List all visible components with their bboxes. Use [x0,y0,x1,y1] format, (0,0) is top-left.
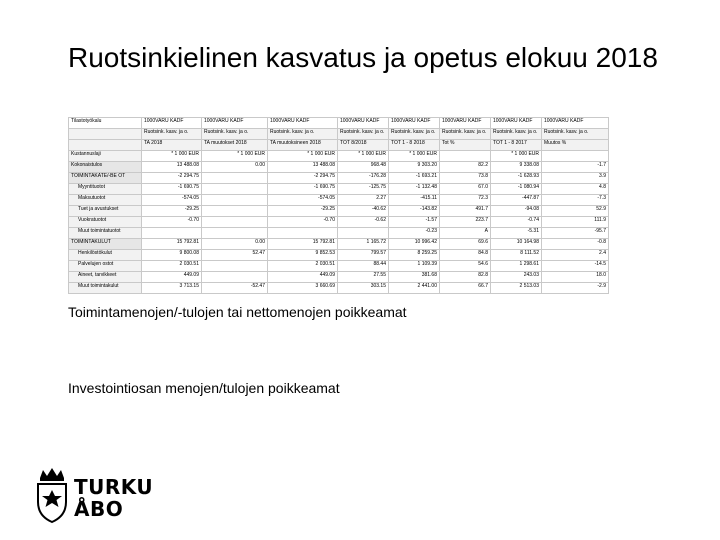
table-row [69,250,609,261]
value-cell: 13 488.08 [142,162,202,173]
value-cell [202,272,268,283]
value-cell: -94.08 [491,206,542,217]
value-cell: 1 298.61 [491,261,542,272]
table-row [69,261,609,272]
value-cell: -0.62 [338,217,389,228]
value-cell: 73.8 [440,173,491,184]
value-cell: 18.0 [542,272,609,283]
value-cell: 72.3 [440,195,491,206]
value-cell: -14.5 [542,261,609,272]
row-label: Muut toimintakulut [69,283,142,294]
value-cell: 1 165.72 [338,239,389,250]
logo-text-abo: ÅBO [74,497,124,521]
value-cell: 1 109.39 [389,261,440,272]
value-cell: 82.2 [440,162,491,173]
value-cell: 27.55 [338,272,389,283]
value-cell: -574.05 [268,195,338,206]
value-cell: 0.00 [202,239,268,250]
column-header: 1000VARU KADF [491,118,542,129]
value-cell: 88.44 [338,261,389,272]
value-cell [202,206,268,217]
value-cell: 2 441.00 [389,283,440,294]
column-header: 1000VARU KADF [440,118,491,129]
header-row [69,140,609,151]
value-cell: -95.7 [542,228,609,239]
unit-cell: * 1 000 EUR [338,151,389,162]
value-cell: 2 513.03 [491,283,542,294]
column-header: Ruotsink. kasv. ja o. [491,129,542,140]
column-header: TA muutoksineen 2018 [268,140,338,151]
unit-cell: * 1 000 EUR [142,151,202,162]
value-cell: 2.4 [542,250,609,261]
value-cell: -1 690.75 [142,184,202,195]
value-cell [268,228,338,239]
value-cell: -40.62 [338,206,389,217]
value-cell [202,173,268,184]
value-cell: -143.82 [389,206,440,217]
row-label: Maksutuotot [69,195,142,206]
subtitle-operating-deviations: Toimintamenojen/-tulojen tai nettomenojen poikkeamat [68,304,407,320]
column-header: 1000VARU KADF [338,118,389,129]
column-header: TA muutokset 2018 [202,140,268,151]
column-header: Ruotsink. kasv. ja o. [268,129,338,140]
column-header: TA 2018 [142,140,202,151]
value-cell: -2.9 [542,283,609,294]
value-cell: -0.8 [542,239,609,250]
corner-blank [69,140,142,151]
unit-label: Kustannuslaji [69,151,142,162]
value-cell: 67.0 [440,184,491,195]
value-cell: 491.7 [440,206,491,217]
table-row [69,283,609,294]
budget-table-container [68,117,608,294]
row-label: Myyntituotot [69,184,142,195]
corner-blank [69,129,142,140]
value-cell: -5.31 [491,228,542,239]
row-label: Muut toimintatuotot [69,228,142,239]
column-header: TOT 8/2018 [338,140,389,151]
subtitle-investment-deviations: Investointiosan menojen/tulojen poikkeamat [68,380,340,396]
column-header: Tot % [440,140,491,151]
value-cell: 10 996.42 [389,239,440,250]
value-cell: -415.11 [389,195,440,206]
value-cell: -0.70 [268,217,338,228]
value-cell: 4.8 [542,184,609,195]
logo-text-turku: TURKU [74,475,154,499]
turku-abo-logo [34,466,164,526]
row-label: TOIMINTAKATE/-BE OT [69,173,142,184]
value-cell: 0.00 [202,162,268,173]
value-cell: -1.7 [542,162,609,173]
value-cell: 54.6 [440,261,491,272]
value-cell: -1.57 [389,217,440,228]
value-cell: -0.23 [389,228,440,239]
value-cell: 223.7 [440,217,491,228]
value-cell [202,261,268,272]
value-cell: 2 030.51 [268,261,338,272]
value-cell: -1 080.94 [491,184,542,195]
column-header: Ruotsink. kasv. ja o. [202,129,268,140]
column-header: TOT 1 - 8 2018 [389,140,440,151]
value-cell: -29.25 [142,206,202,217]
value-cell: -2 294.75 [268,173,338,184]
row-label: TOIMINTAKULUT [69,239,142,250]
value-cell: A [440,228,491,239]
value-cell: -2 294.75 [142,173,202,184]
row-label: Palvelujen ostot [69,261,142,272]
value-cell: 381.68 [389,272,440,283]
unit-cell: * 1 000 EUR [268,151,338,162]
table-row [69,162,609,173]
header-row [69,118,609,129]
row-label: Tuet ja avustukset [69,206,142,217]
value-cell: 10 164.98 [491,239,542,250]
column-header: Ruotsink. kasv. ja o. [440,129,491,140]
table-row [69,239,609,250]
row-label: Kokonaistulos [69,162,142,173]
value-cell: 111.9 [542,217,609,228]
corner-label: Tilastotyökalu [69,118,142,129]
table-row [69,195,609,206]
column-header: 1000VARU KADF [202,118,268,129]
value-cell: 8 259.25 [389,250,440,261]
value-cell: -125.75 [338,184,389,195]
column-header: Ruotsink. kasv. ja o. [338,129,389,140]
table-row [69,173,609,184]
value-cell: 69.6 [440,239,491,250]
unit-row [69,151,609,162]
unit-cell [440,151,491,162]
column-header: 1000VARU KADF [389,118,440,129]
value-cell: 52.47 [202,250,268,261]
value-cell: 9 303.20 [389,162,440,173]
column-header: Ruotsink. kasv. ja o. [142,129,202,140]
value-cell: 449.09 [142,272,202,283]
value-cell [142,228,202,239]
budget-table [68,117,609,294]
row-label: Aineet, tarvikkeet [69,272,142,283]
value-cell: 799.57 [338,250,389,261]
value-cell: 15 792.81 [268,239,338,250]
value-cell: 9 800.08 [142,250,202,261]
table-row [69,206,609,217]
value-cell: 82.8 [440,272,491,283]
value-cell: -52.47 [202,283,268,294]
value-cell [202,217,268,228]
column-header: Muutos % [542,140,609,151]
value-cell: 52.9 [542,206,609,217]
value-cell [338,228,389,239]
value-cell: 84.8 [440,250,491,261]
row-label: Henkilöstökulut [69,250,142,261]
table-row [69,272,609,283]
value-cell [202,195,268,206]
row-label: Vuokratuotot [69,217,142,228]
value-cell: -1 628.93 [491,173,542,184]
value-cell: -0.74 [491,217,542,228]
value-cell: 8 111.52 [491,250,542,261]
value-cell [202,184,268,195]
unit-cell: * 1 000 EUR [202,151,268,162]
value-cell: -0.70 [142,217,202,228]
value-cell: 66.7 [440,283,491,294]
value-cell: -1 132.48 [389,184,440,195]
value-cell: 2.27 [338,195,389,206]
value-cell: -447.87 [491,195,542,206]
value-cell: 3 660.69 [268,283,338,294]
page-title: Ruotsinkielinen kasvatus ja opetus elokuu 2018 [68,42,658,73]
value-cell: -29.25 [268,206,338,217]
value-cell: 449.09 [268,272,338,283]
unit-cell: * 1 000 EUR [389,151,440,162]
header-row [69,129,609,140]
value-cell: 243.03 [491,272,542,283]
column-header: 1000VARU KADF [142,118,202,129]
value-cell: -176.28 [338,173,389,184]
value-cell: 15 792.81 [142,239,202,250]
table-row [69,228,609,239]
value-cell: -1 693.21 [389,173,440,184]
table-row [69,217,609,228]
value-cell: 968.48 [338,162,389,173]
value-cell: 3.9 [542,173,609,184]
value-cell: 3 713.15 [142,283,202,294]
column-header: Ruotsink. kasv. ja o. [542,129,609,140]
table-row [69,184,609,195]
value-cell: -1 690.75 [268,184,338,195]
column-header: TOT 1 - 8 2017 [491,140,542,151]
value-cell: 2 030.51 [142,261,202,272]
column-header: Ruotsink. kasv. ja o. [389,129,440,140]
value-cell: 9 852.53 [268,250,338,261]
value-cell: -574.05 [142,195,202,206]
value-cell: 9 338.08 [491,162,542,173]
unit-cell: * 1 000 EUR [491,151,542,162]
column-header: 1000VARU KADF [268,118,338,129]
value-cell: -7.3 [542,195,609,206]
unit-cell [542,151,609,162]
column-header: 1000VARU KADF [542,118,609,129]
value-cell: 13 488.08 [268,162,338,173]
value-cell [202,228,268,239]
value-cell: 303.15 [338,283,389,294]
turku-crest-icon [34,466,70,524]
